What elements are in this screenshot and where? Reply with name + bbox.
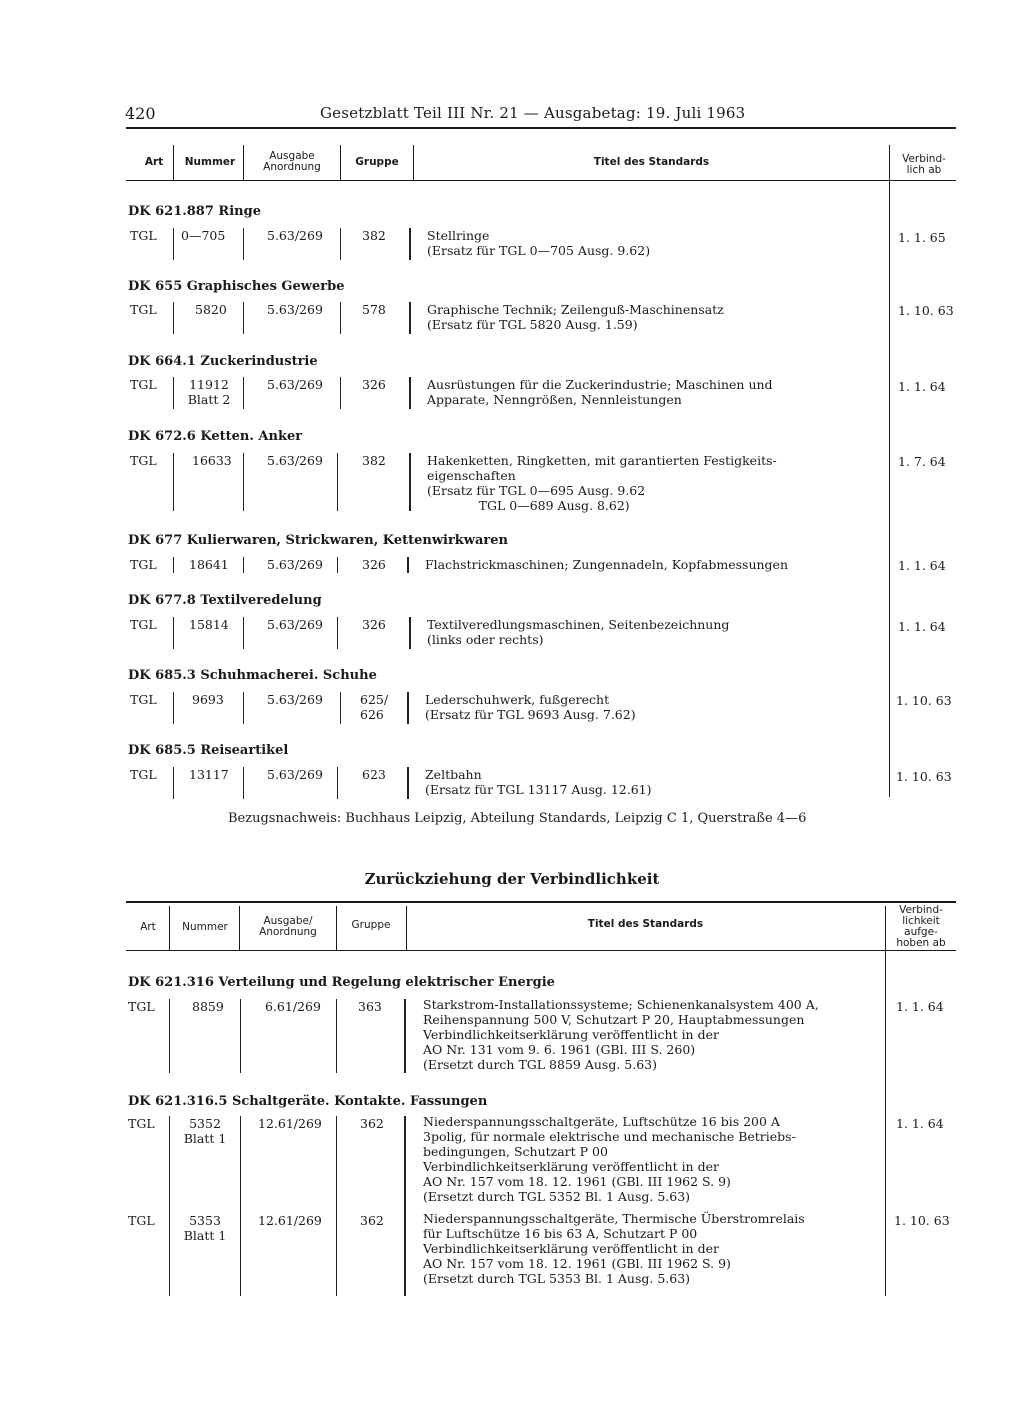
cell-date: 1. 1. 64 [896, 999, 944, 1014]
cell-nummer: 11912 Blatt 2 [187, 377, 231, 407]
col2-ausgabe-2: Anordnung [259, 926, 317, 938]
col2-verb-3: aufge- [904, 926, 938, 938]
cell-date: 1. 10. 63 [896, 693, 952, 708]
cell-ausgabe: 5.63/269 [267, 692, 323, 707]
cell-date: 1. 1. 64 [898, 558, 946, 573]
section-heading: DK 664.1 Zuckerindustrie [128, 354, 318, 369]
cell-ausgabe: 5.63/269 [267, 453, 323, 468]
cell-ausgabe: 5.63/269 [267, 228, 323, 243]
page-number: 420 [125, 104, 156, 123]
cell-nummer: 0—705 [181, 228, 226, 243]
cell-date: 1. 10. 63 [894, 1213, 950, 1228]
cell-art: TGL [130, 302, 157, 317]
section2-title: Zurückziehung der Verbindlichkeit [364, 870, 660, 888]
col-ausgabe-2: Anordnung [263, 161, 321, 173]
cell-titel: Textilveredlungsmaschinen, Seitenbezeichnung (links oder rechts) [427, 617, 730, 647]
col2-ausgabe-1: Ausgabe/ [263, 915, 313, 927]
col2-art: Art [140, 921, 156, 933]
cell-art: TGL [130, 453, 157, 468]
cell-art: TGL [130, 228, 157, 243]
section-heading: DK 685.5 Reiseartikel [128, 743, 289, 758]
cell-art: TGL [130, 377, 157, 392]
cell-titel: Ausrüstungen für die Zuckerindustrie; Maschinen und Apparate, Nenngrößen, Nennleistungen [427, 377, 773, 407]
cell-art: TGL [128, 1213, 155, 1228]
cell-gruppe: 326 [362, 557, 386, 572]
col2-verb-1: Verbind- [899, 904, 943, 916]
cell-date: 1. 1. 64 [898, 379, 946, 394]
cell-date: 1. 1. 64 [896, 1116, 944, 1131]
table1-col-sep [340, 145, 341, 180]
table2-date-sep [885, 906, 886, 1296]
cell-nummer: 5352 Blatt 1 [183, 1116, 227, 1146]
cell-ausgabe: 5.63/269 [267, 617, 323, 632]
cell-art: TGL [130, 692, 157, 707]
cell-ausgabe: 5.63/269 [267, 377, 323, 392]
col2-nummer: Nummer [182, 921, 228, 933]
cell-nummer: 5820 [195, 302, 227, 317]
cell-gruppe: 362 [360, 1116, 384, 1131]
col-gruppe: Gruppe [355, 156, 399, 168]
col-verbindlich-2: lich ab [906, 164, 942, 176]
cell-gruppe: 362 [360, 1213, 384, 1228]
cell-nummer: 5353 Blatt 1 [183, 1213, 227, 1243]
cell-ausgabe: 12.61/269 [258, 1213, 322, 1228]
cell-ausgabe: 5.63/269 [267, 767, 323, 782]
cell-gruppe: 625/ 626 [360, 692, 389, 722]
cell-gruppe: 326 [362, 617, 386, 632]
cell-titel: Starkstrom-Installationssysteme; Schienenkanalsystem 400 A, Reihenspannung 500 V, Schutzart P 20, Hauptabmessungen Verbindlichkeitserklärung veröffentlicht in der AO Nr. 131 vom 9. 6. 1961 (GBl. III S. 260) (Ersetzt durch TGL 8859 Ausg. 5.63) [423, 997, 819, 1072]
cell-date: 1. 10. 63 [898, 303, 954, 318]
table1-col-sep [243, 145, 244, 180]
cell-ausgabe: 5.63/269 [267, 302, 323, 317]
cell-gruppe: 382 [362, 453, 386, 468]
cell-titel: Lederschuhwerk, fußgerecht (Ersatz für TGL 9693 Ausg. 7.62) [425, 692, 636, 722]
table1-date-sep [889, 145, 890, 797]
table1-header-rule [126, 180, 956, 181]
cell-gruppe: 578 [362, 302, 386, 317]
cell-titel: Niederspannungsschaltgeräte, Thermische Überstromrelais für Luftschütze 16 bis 63 A, Schutzart P 00 Verbindlichkeitserklärung veröffentlicht in der AO Nr. 157 vom 18. 12. 1961 (GBl. III 1962 S. 9) (Ersetzt durch TGL 5353 Bl. 1 Ausg. 5.63) [423, 1211, 805, 1286]
cell-titel: Hakenketten, Ringketten, mit garantierten Festigkeits- eigenschaften (Ersatz für TGL 0—695 Ausg. 9.62 TGL 0—689 Ausg. 8.62) [427, 453, 777, 513]
cell-titel: Graphische Technik; Zeilenguß-Maschinensatz (Ersatz für TGL 5820 Ausg. 1.59) [427, 302, 724, 332]
table2-header-rule [126, 950, 956, 951]
cell-date: 1. 1. 64 [898, 619, 946, 634]
cell-gruppe: 363 [358, 999, 382, 1014]
cell-titel: Stellringe (Ersatz für TGL 0—705 Ausg. 9.62) [427, 228, 651, 258]
col-titel: Titel des Standards [593, 156, 710, 168]
cell-nummer: 8859 [192, 999, 224, 1014]
table1-col-sep [173, 145, 174, 180]
cell-titel: Flachstrickmaschinen; Zungennadeln, Kopfabmessungen [425, 557, 788, 572]
cell-ausgabe: 12.61/269 [258, 1116, 322, 1131]
col-art: Art [144, 156, 164, 168]
cell-gruppe: 326 [362, 377, 386, 392]
page-title: Gesetzblatt Teil III Nr. 21 — Ausgabetag: 19. Juli 1963 [320, 104, 746, 122]
cell-date: 1. 10. 63 [896, 769, 952, 784]
section-heading: DK 621.316.5 Schaltgeräte. Kontakte. Fassungen [128, 1094, 488, 1109]
col2-gruppe: Gruppe [351, 919, 391, 931]
section-heading: DK 677 Kulierwaren, Strickwaren, Kettenwirkwaren [128, 533, 508, 548]
cell-nummer: 13117 [189, 767, 229, 782]
table2-top-rule [126, 901, 956, 903]
col-nummer: Nummer [184, 156, 236, 168]
section-heading: DK 685.3 Schuhmacherei. Schuhe [128, 668, 377, 683]
section-heading: DK 621.887 Ringe [128, 204, 261, 219]
cell-art: TGL [130, 767, 157, 782]
cell-nummer: 16633 [192, 453, 232, 468]
cell-ausgabe: 5.63/269 [267, 557, 323, 572]
cell-date: 1. 7. 64 [898, 454, 946, 469]
cell-gruppe: 623 [362, 767, 386, 782]
cell-titel: Niederspannungsschaltgeräte, Luftschütze 16 bis 200 A 3polig, für normale elektrische und mechanische Betriebs- bedingungen, Schutzart P 00 Verbindlichkeitserklärung veröffentlicht in der AO Nr. 157 vom 18. 12. 1961 (GBl. III 1962 S. 9) (Ersetzt durch TGL 5352 Bl. 1 Ausg. 5.63) [423, 1114, 796, 1204]
col2-titel: Titel des Standards [587, 918, 704, 930]
cell-nummer: 9693 [192, 692, 224, 707]
cell-ausgabe: 6.61/269 [265, 999, 321, 1014]
cell-date: 1. 1. 65 [898, 230, 946, 245]
cell-art: TGL [130, 557, 157, 572]
cell-titel: Zeltbahn (Ersatz für TGL 13117 Ausg. 12.61) [425, 767, 652, 797]
cell-art: TGL [128, 999, 155, 1014]
cell-nummer: 15814 [189, 617, 229, 632]
col-verbindlich-1: Verbind- [902, 153, 946, 165]
section-heading: DK 655 Graphisches Gewerbe [128, 279, 345, 294]
table1-top-rule [126, 127, 956, 129]
cell-art: TGL [128, 1116, 155, 1131]
bezugsnachweis-note: Bezugsnachweis: Buchhaus Leipzig, Abteilung Standards, Leipzig C 1, Querstraße 4—6 [228, 811, 807, 826]
col2-verb-2: lichkeit [902, 915, 940, 927]
cell-nummer: 18641 [189, 557, 229, 572]
section-heading: DK 677.8 Textilveredelung [128, 593, 322, 608]
col-ausgabe-1: Ausgabe [269, 150, 315, 162]
cell-art: TGL [130, 617, 157, 632]
cell-gruppe: 382 [362, 228, 386, 243]
section-heading: DK 672.6 Ketten. Anker [128, 429, 303, 444]
col2-verb-4: hoben ab [896, 937, 946, 949]
section-heading: DK 621.316 Verteilung und Regelung elektrischer Energie [128, 975, 555, 990]
